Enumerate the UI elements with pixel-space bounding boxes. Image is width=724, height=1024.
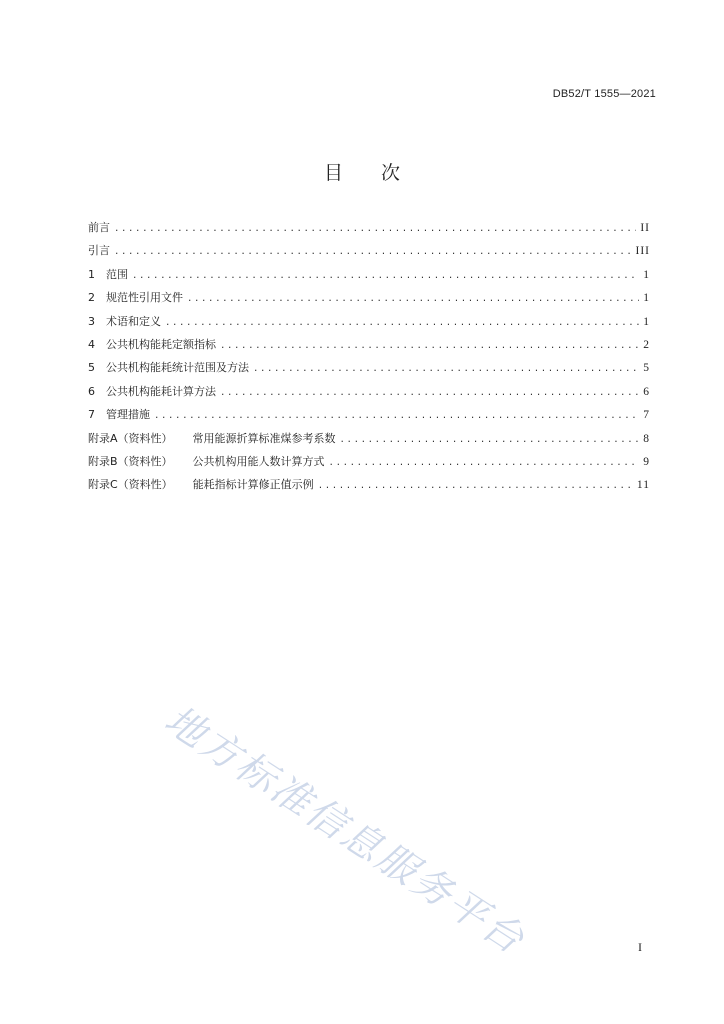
toc-label: 公共机构能耗定额指标 — [106, 337, 216, 351]
dot-leader — [154, 405, 639, 428]
toc-section-number: 5 — [88, 361, 95, 375]
toc-page-number: 11 — [636, 479, 650, 492]
toc-entry-section-6[interactable] — [88, 380, 650, 403]
toc-appendix-label: 附录B（资料性） — [88, 454, 173, 468]
toc-page-number: 5 — [643, 362, 650, 375]
toc-label: 引言 — [88, 244, 110, 258]
dot-leader — [114, 218, 636, 241]
title-char-1: 目 — [323, 162, 343, 184]
dot-leader — [114, 241, 632, 264]
toc-page-number: III — [635, 245, 650, 258]
table-of-contents — [88, 216, 650, 497]
toc-entry-section-3[interactable] — [88, 310, 650, 333]
toc-page-number: 1 — [643, 268, 650, 281]
dot-leader — [220, 382, 639, 405]
title-char-2: 次 — [381, 162, 401, 184]
toc-section-number: 7 — [88, 408, 95, 422]
toc-entry-section-1[interactable] — [88, 263, 650, 286]
toc-label: 规范性引用文件 — [106, 291, 183, 305]
toc-section-number: 2 — [88, 291, 95, 305]
watermark-text: 地方标准信息服务平台 — [156, 697, 534, 965]
toc-appendix-label: 附录A（资料性） — [88, 431, 173, 445]
toc-entry-introduction[interactable] — [88, 239, 650, 262]
dot-leader — [132, 265, 639, 288]
toc-label: 前言 — [88, 221, 110, 234]
toc-section-number: 6 — [88, 384, 95, 398]
toc-entry-section-7[interactable] — [88, 403, 650, 426]
toc-label: 公共机构能耗计算方法 — [106, 384, 216, 398]
toc-section-number: 4 — [88, 337, 95, 351]
toc-appendix-title: 公共机构用能人数计算方式 — [192, 454, 325, 468]
toc-appendix-title: 能耗指标计算修正值示例 — [192, 478, 314, 492]
toc-section-number: 3 — [88, 314, 95, 328]
toc-entry-section-5[interactable] — [88, 356, 650, 379]
toc-entry-foreword[interactable] — [88, 216, 650, 239]
toc-section-number: 1 — [88, 267, 95, 281]
document-code: DB52/T 1555—2021 — [552, 88, 656, 100]
toc-label: 公共机构能耗统计范围及方法 — [106, 361, 249, 375]
toc-entry-section-2[interactable] — [88, 286, 650, 309]
dot-leader — [329, 452, 640, 475]
toc-label: 术语和定义 — [106, 314, 161, 328]
toc-page-number: 7 — [643, 409, 650, 422]
toc-label: 范围 — [106, 267, 128, 281]
dot-leader — [318, 475, 633, 498]
dot-leader — [253, 358, 639, 381]
toc-page-number: 8 — [643, 432, 650, 445]
toc-entry-appendix-b[interactable] — [88, 450, 650, 473]
toc-page-number: II — [640, 222, 650, 234]
toc-page-number: 6 — [643, 385, 650, 398]
page-title — [0, 158, 724, 185]
toc-entry-appendix-a[interactable] — [88, 427, 650, 450]
dot-leader — [187, 288, 639, 311]
toc-entry-section-4[interactable] — [88, 333, 650, 356]
toc-page-number: 1 — [643, 315, 650, 328]
dot-leader — [340, 429, 640, 452]
toc-entry-appendix-c[interactable] — [88, 473, 650, 496]
toc-page-number: 2 — [643, 338, 650, 351]
toc-page-number: 9 — [643, 455, 650, 468]
dot-leader — [165, 312, 639, 335]
toc-label: 管理措施 — [106, 408, 150, 422]
footer-page-number: I — [638, 940, 642, 954]
dot-leader — [220, 335, 639, 358]
toc-appendix-title: 常用能源折算标准煤参考系数 — [192, 431, 336, 445]
toc-appendix-label: 附录C（资料性） — [88, 478, 173, 492]
toc-page-number: 1 — [643, 292, 650, 305]
